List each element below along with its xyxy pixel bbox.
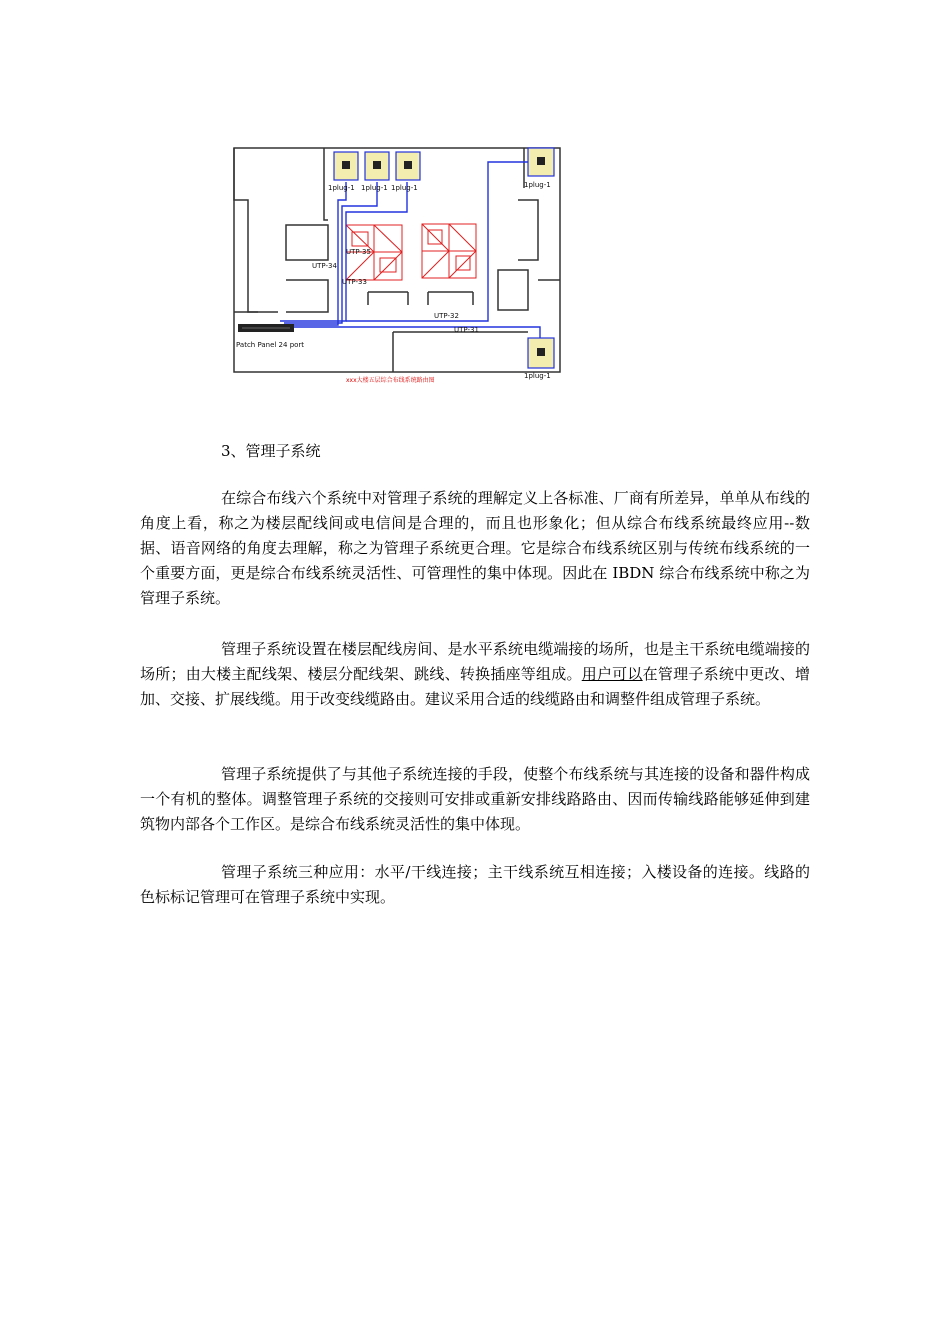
building-walls <box>234 148 560 372</box>
plug-label: 1plug-1 <box>361 184 388 192</box>
plug-label: 1plug-1 <box>391 184 418 192</box>
utp-label: UTP-31 <box>454 326 479 334</box>
workstation-cluster-right <box>422 224 476 278</box>
utp-label: UTP-32 <box>434 312 459 320</box>
paragraph-location <box>140 637 810 712</box>
paragraph-applications: 管理子系统三种应用：水平/干线连接；主干线系统互相连接；入楼设备的连接。线路的色标标记管理可在管理子系统中实现。 <box>140 863 810 906</box>
outlet-4 <box>528 148 554 176</box>
plug-label: 1plug-1 <box>524 181 551 189</box>
outlet-2 <box>365 152 389 180</box>
section-heading: 3、管理子系统 <box>221 442 321 460</box>
paragraph-text: 管理子系统设置在楼层配线房间、是水平系统电缆端接的场所，也是主干系统电缆端接的场所；由大楼主配线架、楼层分配线架、跳线、转换插座等组成。 <box>140 640 810 683</box>
outlet-3 <box>396 152 420 180</box>
figure-caption: xxx大楼五层综合布线系统路由图 <box>346 377 435 384</box>
utp-label: UTP-35 <box>346 248 371 256</box>
plug-label: 1plug-1 <box>524 372 551 380</box>
paragraph-function: 管理子系统提供了与其他子系统连接的手段，使整个布线系统与其连接的设备和器件构成一个有机的整体。调整管理子系统的交接则可安排或重新安排线路路由、因而传输线路能够延伸到建筑物内部各个工作区。是综合布线系统灵活性的集中体现。 <box>140 765 810 833</box>
utp-label: UTP-34 <box>312 262 337 270</box>
utp-label: UTP-33 <box>342 278 367 286</box>
patch-panel-label: Patch Panel 24 port <box>236 341 305 349</box>
floor-plan-diagram <box>228 140 568 390</box>
user-can-link[interactable]: 用户可以 <box>581 665 643 683</box>
outlet-1 <box>334 152 358 180</box>
outlet-5 <box>528 338 554 368</box>
paragraph-definition: 在综合布线六个系统中对管理子系统的理解定义上各标准、厂商有所差异，单单从布线的角度上看，称之为楼层配线间或电信间是合理的，而且也形象化；但从综合布线系统最终应用--数据、语音网络的角度去理解，称之为管理子系统更合理。它是综合布线系统区别与传统布线系统的一个重要方面，更是综合布线系统灵活性、可管理性的集中体现。因此在 IBDN 综合布线系统中称之为管理子系统。 <box>140 489 810 607</box>
plug-label: 1plug-1 <box>328 184 355 192</box>
paragraph-text: 在管理子系统中更改、增加、交接、扩展线缆。用于改变线缆路由。建议采用合适的线缆路由和调整件组成管理子系统。 <box>140 665 810 708</box>
